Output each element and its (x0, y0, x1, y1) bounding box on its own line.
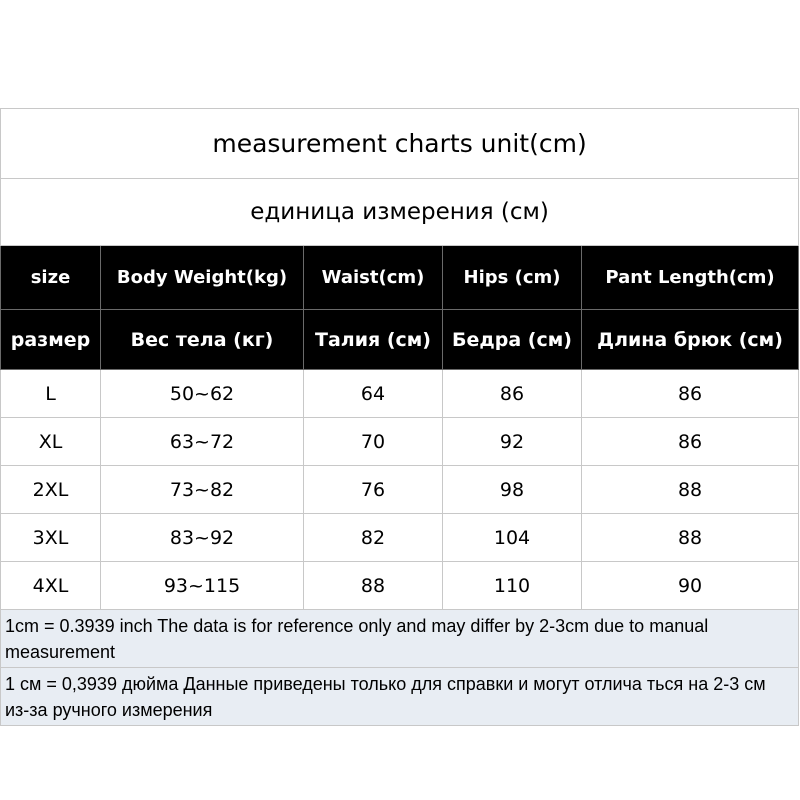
waist-cell: 76 (304, 466, 443, 514)
header-cell-size-ru: размер (1, 310, 101, 370)
header-cell-pant-length: Pant Length(cm) (582, 246, 799, 310)
title-row-en (1, 109, 799, 179)
chart-title-ru: единица измерения (см) (1, 179, 799, 246)
hips-cell: 86 (443, 370, 582, 418)
title-row-ru (1, 179, 799, 246)
pant-length-cell: 90 (582, 562, 799, 610)
size-cell: 3XL (1, 514, 101, 562)
body-weight-cell: 93~115 (101, 562, 304, 610)
body-weight-cell: 63~72 (101, 418, 304, 466)
hips-cell: 92 (443, 418, 582, 466)
note-row-ru (1, 668, 799, 726)
waist-cell: 64 (304, 370, 443, 418)
body-weight-cell: 83~92 (101, 514, 304, 562)
note-en: 1cm = 0.3939 inch The data is for reference only and may differ by 2-3cm due to manual measurement (1, 610, 799, 668)
size-cell: XL (1, 418, 101, 466)
header-cell-body-weight-ru: Вес тела (кг) (101, 310, 304, 370)
table-row (1, 514, 799, 562)
header-cell-waist: Waist(cm) (304, 246, 443, 310)
measurement-chart-table (0, 108, 799, 726)
header-row-en (1, 246, 799, 310)
note-row-en (1, 610, 799, 668)
header-cell-body-weight: Body Weight(kg) (101, 246, 304, 310)
pant-length-cell: 88 (582, 466, 799, 514)
table-row (1, 370, 799, 418)
header-cell-waist-ru: Талия (см) (304, 310, 443, 370)
hips-cell: 104 (443, 514, 582, 562)
waist-cell: 88 (304, 562, 443, 610)
table-row (1, 562, 799, 610)
body-weight-cell: 73~82 (101, 466, 304, 514)
hips-cell: 110 (443, 562, 582, 610)
header-cell-hips-ru: Бедра (см) (443, 310, 582, 370)
table-row (1, 466, 799, 514)
pant-length-cell: 86 (582, 370, 799, 418)
pant-length-cell: 86 (582, 418, 799, 466)
body-weight-cell: 50~62 (101, 370, 304, 418)
header-cell-hips: Hips (cm) (443, 246, 582, 310)
size-cell: 2XL (1, 466, 101, 514)
waist-cell: 82 (304, 514, 443, 562)
note-ru: 1 см = 0,3939 дюйма Данные приведены только для справки и могут отлича ться на 2-3 см из-за ручного измерения (1, 668, 799, 726)
header-row-ru (1, 310, 799, 370)
pant-length-cell: 88 (582, 514, 799, 562)
header-cell-size: size (1, 246, 101, 310)
hips-cell: 98 (443, 466, 582, 514)
header-cell-pant-length-ru: Длина брюк (см) (582, 310, 799, 370)
waist-cell: 70 (304, 418, 443, 466)
table-row (1, 418, 799, 466)
chart-title-en: measurement charts unit(cm) (1, 109, 799, 179)
size-cell: L (1, 370, 101, 418)
size-cell: 4XL (1, 562, 101, 610)
